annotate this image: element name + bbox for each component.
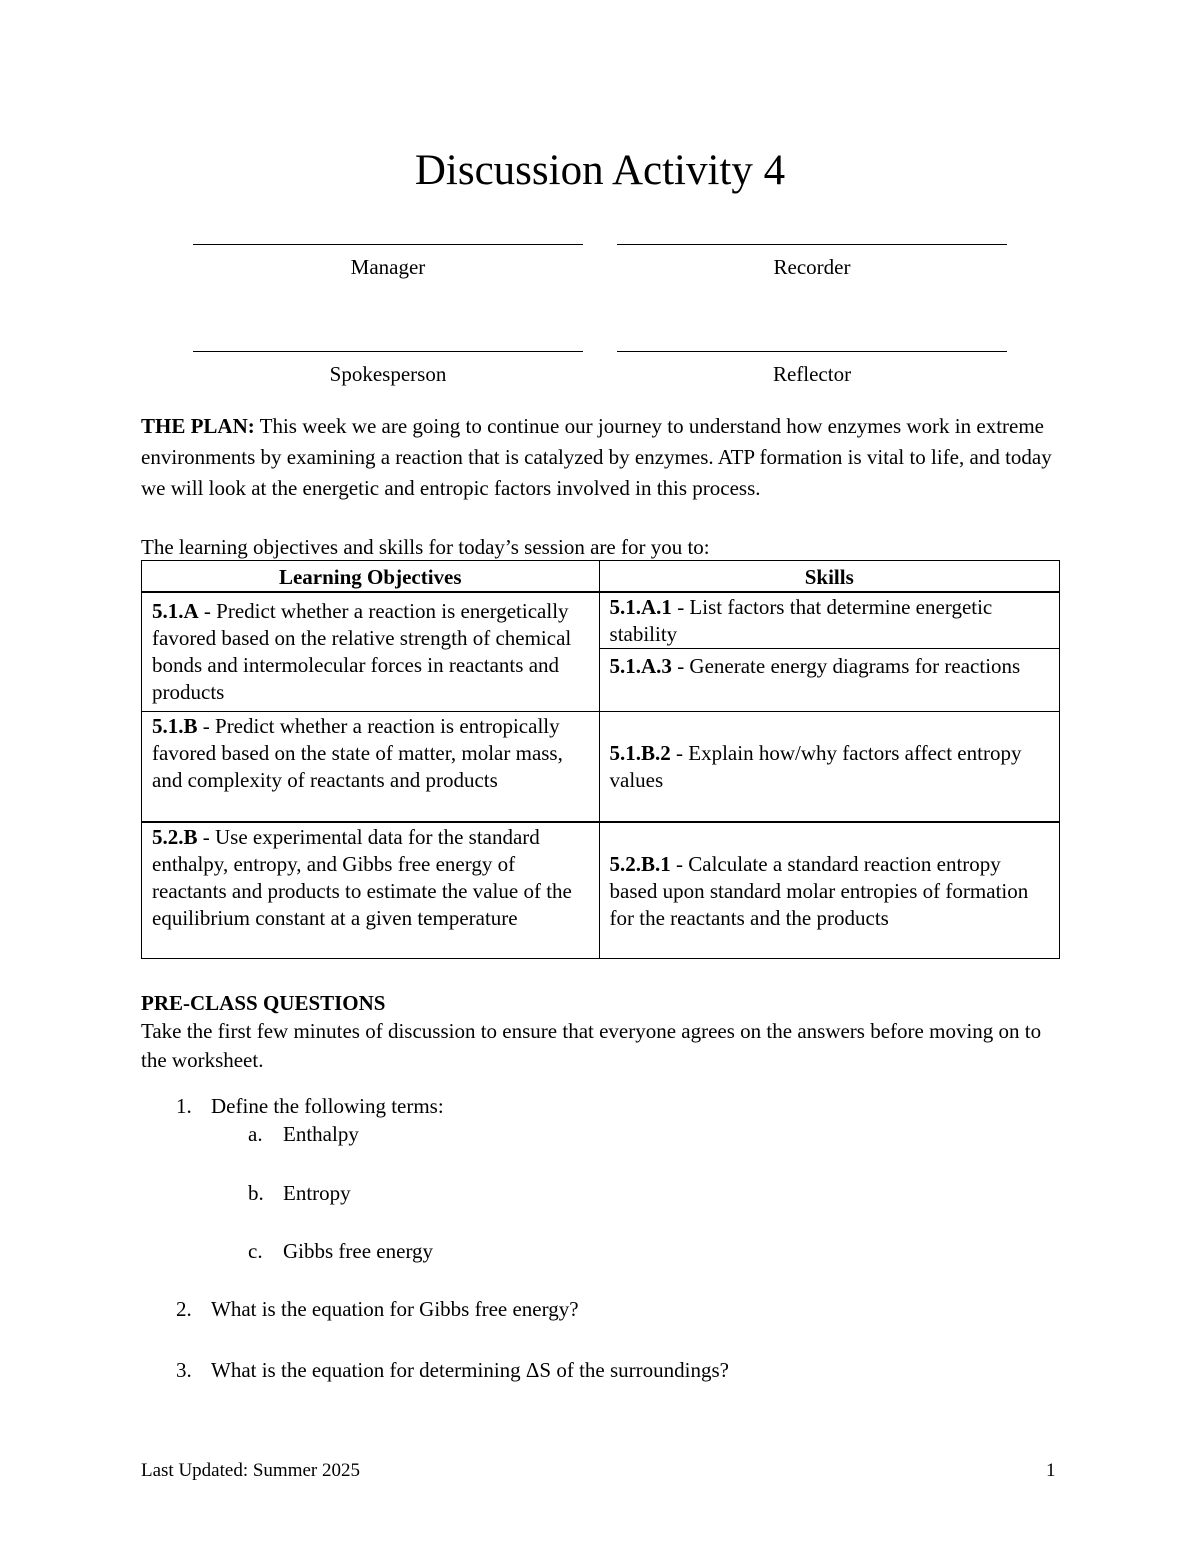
objective-text: - Predict whether a reaction is entropically favored based on the state of matter, molar mass, and complexity of reactants and products bbox=[152, 714, 563, 792]
spokesperson-signature bbox=[193, 351, 583, 386]
reflector-signature bbox=[617, 351, 1007, 386]
objective-code: 5.2.B bbox=[152, 825, 198, 849]
header-learning-objectives: Learning Objectives bbox=[142, 561, 600, 593]
preclass-text: Take the first few minutes of discussion to ensure that everyone agrees on the answers before moving on to the worksheet. bbox=[141, 1019, 1042, 1072]
skill-text: - Generate energy diagrams for reactions bbox=[671, 654, 1021, 678]
signature-line bbox=[193, 351, 583, 352]
skill-code: 5.1.B.2 bbox=[609, 741, 671, 765]
skill-5-2-B-1 bbox=[599, 822, 1059, 959]
skill-code: 5.1.A.1 bbox=[609, 595, 672, 619]
role-label-reflector: Reflector bbox=[772, 362, 852, 386]
objective-text: - Predict whether a reaction is energetically favored based on the relative strength of chemical bonds and intermolecular forces in reactants and products bbox=[152, 599, 572, 704]
preclass-heading: PRE-CLASS QUESTIONS bbox=[141, 991, 386, 1015]
table-row bbox=[142, 592, 1060, 649]
page-title: Discussion Activity 4 bbox=[414, 147, 786, 194]
plan-text: This week we are going to continue our journey to understand how enzymes work in extreme environments by examining a reaction that is catalyzed by enzymes. ATP formation is vital to life, and today we will look at the energetic and entropic factors involved in this process. bbox=[141, 414, 1052, 500]
question-number: 3. bbox=[176, 1358, 192, 1382]
objective-text: - Use experimental data for the standard enthalpy, entropy, and Gibbs free energy of reactants and products to estimate the value of the equilibrium constant at a given temperature bbox=[152, 825, 572, 930]
signature-line bbox=[193, 244, 583, 245]
table-row bbox=[142, 712, 1060, 823]
signature-line bbox=[617, 351, 1007, 352]
page-number: 1 bbox=[1046, 1460, 1056, 1481]
question-text: What is the equation for determining ΔS of the surroundings? bbox=[211, 1358, 729, 1382]
subquestion-letter: c. bbox=[248, 1239, 263, 1263]
objective-code: 5.1.B bbox=[152, 714, 198, 738]
skill-code: 5.1.A.3 bbox=[609, 654, 672, 678]
objective-code: 5.1.A bbox=[152, 599, 199, 623]
subquestion-text: Gibbs free energy bbox=[283, 1239, 434, 1263]
recorder-signature bbox=[617, 244, 1007, 279]
plan-paragraph bbox=[141, 411, 1061, 504]
signature-line bbox=[617, 244, 1007, 245]
question-text: Define the following terms: bbox=[211, 1094, 444, 1118]
objective-5-1-B bbox=[142, 712, 600, 823]
subquestion-text: Enthalpy bbox=[283, 1122, 359, 1146]
skill-5-1-A-3 bbox=[599, 649, 1059, 712]
skill-5-1-B-2 bbox=[599, 712, 1059, 823]
question-text: What is the equation for Gibbs free energy? bbox=[211, 1297, 579, 1321]
skill-text: - Calculate a standard reaction entropy based upon standard molar entropies of formation for the reactants and the products bbox=[609, 851, 1029, 930]
header-skills: Skills bbox=[599, 561, 1059, 593]
skill-5-1-A-1 bbox=[599, 592, 1059, 649]
table-header-row bbox=[142, 561, 1060, 593]
question-number: 1. bbox=[176, 1094, 192, 1118]
subquestion-letter: a. bbox=[248, 1122, 263, 1146]
question-number: 2. bbox=[176, 1297, 192, 1321]
skill-text: - Explain how/why factors affect entropy values bbox=[609, 741, 1022, 792]
skill-code: 5.2.B.1 bbox=[609, 851, 671, 876]
role-label-spokesperson: Spokesperson bbox=[329, 362, 447, 386]
subquestion-letter: b. bbox=[248, 1181, 264, 1205]
objective-5-2-B bbox=[142, 822, 600, 959]
role-label-manager: Manager bbox=[350, 255, 426, 279]
subquestion-text: Entropy bbox=[283, 1181, 351, 1205]
role-label-recorder: Recorder bbox=[773, 255, 851, 279]
plan-label: THE PLAN: bbox=[141, 414, 255, 438]
skill-text: - List factors that determine energetic stability bbox=[609, 595, 993, 646]
objectives-intro: The learning objectives and skills for today’s session are for you to: bbox=[141, 535, 710, 559]
table-row bbox=[142, 822, 1060, 959]
manager-signature bbox=[193, 244, 583, 279]
objectives-table bbox=[141, 560, 1060, 959]
last-updated-footer: Last Updated: Summer 2025 bbox=[141, 1460, 360, 1481]
objective-5-1-A bbox=[142, 592, 600, 712]
